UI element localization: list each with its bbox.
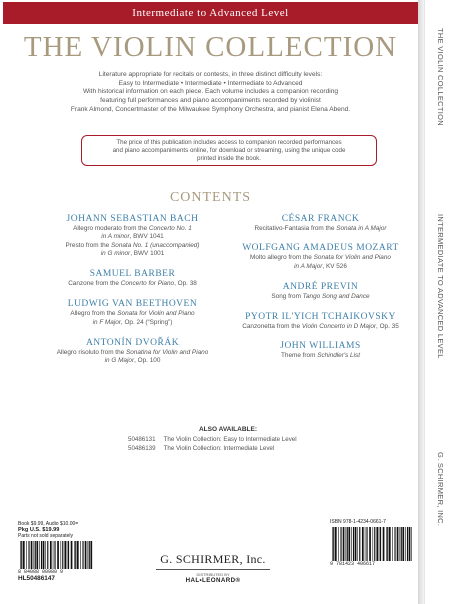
piece-line	[233, 323, 408, 331]
level-band: Intermediate to Advanced Level	[3, 2, 418, 24]
composer-name: JOHANN SEBASTIAN BACH	[66, 214, 199, 224]
barcode-bar	[45, 541, 46, 569]
also-item-title: The Violin Collection: Easy to Intermediate Level	[163, 436, 297, 443]
piece-line	[45, 349, 220, 357]
piece-text: Allegro risoluto from the	[56, 349, 126, 357]
collection-title: THE VIOLIN COLLECTION	[23, 31, 398, 63]
isbn-label: ISBN 978-1-4234-0661-7	[330, 519, 386, 525]
barcode-bar	[31, 541, 33, 569]
contents-entry	[233, 213, 408, 233]
barcode-bar	[397, 527, 399, 561]
piece-line	[45, 250, 220, 258]
also-item	[128, 445, 328, 454]
piece-title: Concerto No. 1	[148, 225, 192, 232]
barcode-bar	[61, 541, 62, 569]
barcode-bar	[75, 541, 76, 569]
barcode-bar	[80, 541, 81, 569]
piece-text: , Op. 24 (“Spring”)	[120, 318, 173, 326]
barcode-bar	[23, 541, 25, 569]
notice-line: The price of this publication includes access to companion recorded performances	[116, 139, 342, 146]
contents-entry	[45, 298, 220, 327]
piece-text: Allegro moderato from the	[73, 225, 149, 232]
intro-line: Frank Almond, Concertmaster of the Milwaukee Symphony Orchestra, and pianist Elena Abend.	[70, 105, 351, 113]
piece-title: Schindler's List	[317, 352, 360, 360]
piece-text: , BWV 1001	[130, 249, 165, 257]
spine-publisher: G. SCHIRMER, INC.	[436, 452, 445, 527]
piece-text: , BWV 1041	[129, 233, 164, 241]
barcode-bar	[90, 541, 92, 569]
isbn-digits: 9 781423 406617	[330, 561, 376, 567]
barcode-bar	[405, 527, 406, 561]
piece-line	[45, 319, 220, 327]
barcode-bar	[54, 541, 55, 569]
piece-title: Sonata for Violin and Piano	[117, 310, 195, 318]
piece-title: Violin Concerto in D Major	[301, 323, 377, 331]
upc-barcode	[18, 541, 96, 569]
barcode-bar	[71, 541, 73, 569]
barcode-bar	[409, 527, 411, 561]
piece-title: in G Major	[104, 357, 135, 365]
barcode-bar	[392, 527, 393, 561]
piece-text: , Op. 38	[174, 280, 197, 288]
barcode-bar	[50, 541, 52, 569]
barcode-bar	[387, 527, 388, 561]
piece-line	[45, 225, 220, 233]
barcode-bar	[333, 527, 334, 561]
barcode-bar	[346, 527, 347, 561]
barcode-bar	[47, 541, 48, 569]
back-cover	[3, 2, 418, 600]
contents-entry	[45, 213, 220, 258]
isbn-block	[330, 519, 418, 567]
contents-right-column	[233, 213, 408, 361]
barcode-bar	[351, 527, 352, 561]
piece-line	[45, 233, 220, 241]
barcode-bar	[74, 541, 75, 569]
composer-name: LUDWIG VAN BEETHOVEN	[67, 299, 198, 310]
notice-line: printed inside the book.	[197, 155, 261, 163]
piece-text: , KV 526	[322, 262, 347, 270]
barcode-bar	[376, 527, 378, 561]
barcode-bar	[28, 541, 29, 569]
piece-line	[45, 280, 220, 288]
barcode-bar	[41, 541, 42, 569]
barcode-bar	[82, 541, 83, 569]
barcode-bar	[394, 527, 395, 561]
piece-text: Allegro from the	[70, 310, 118, 318]
intro-line: Easy to Intermediate • Intermediate • Intermediate to Advanced	[118, 79, 303, 87]
barcode-bar	[26, 541, 27, 569]
barcode-bar	[85, 541, 87, 569]
barcode-bar	[355, 527, 357, 561]
spine-title: THE VIOLIN COLLECTION	[436, 28, 445, 126]
barcode-bar	[34, 541, 35, 569]
piece-title: Sonata for Violin and Piano	[313, 254, 391, 262]
also-available-heading: ALSO AVAILABLE:	[198, 426, 257, 433]
intro-line: Literature appropriate for recitals or contests, in three distinct difficulty levels:	[98, 71, 323, 78]
barcode-bar	[67, 541, 68, 569]
barcode-bar	[68, 541, 69, 569]
notice-line: and piano accompaniments online, for download or streaming, using the unique code	[112, 147, 346, 155]
piece-text: Recitativo-Fantasia from the	[254, 225, 337, 232]
piece-title: Concerto for Piano	[120, 280, 175, 288]
barcode-bar	[362, 527, 364, 561]
publisher-name: G. SCHIRMER, Inc.	[160, 552, 266, 566]
price-line: Book $9.99, Audio $10.00=	[18, 521, 79, 527]
barcode-bar	[407, 527, 408, 561]
barcode-bar	[57, 541, 59, 569]
barcode-bar	[373, 527, 374, 561]
contents-entry	[233, 281, 408, 301]
piece-title: in A Major	[294, 262, 323, 270]
barcode-bar	[366, 527, 367, 561]
barcode-bar	[35, 541, 36, 569]
barcode-bar	[357, 527, 358, 561]
piece-title: in F Major	[92, 318, 121, 326]
composer-name: SAMUEL BARBER	[89, 269, 176, 280]
barcode-bar	[402, 527, 404, 561]
barcode-bar	[77, 541, 79, 569]
distributor-label: DISTRIBUTED BY	[196, 571, 230, 577]
contents-entry	[233, 242, 408, 271]
piece-text: Song from	[271, 292, 303, 300]
price-note: Parts not sold separately	[18, 533, 74, 539]
online-audio-notice	[81, 135, 377, 166]
piece-text: , Op. 100	[134, 357, 161, 365]
intro-line: With historical information on each piece. Each volume includes a companion recording	[82, 88, 339, 96]
piece-text: Molto allegro from the	[250, 254, 314, 262]
barcode-bar	[43, 541, 45, 569]
intro-line: featuring full performances and piano accompaniments recorded by violinist	[100, 97, 321, 105]
piece-title: Sonata No. 1 (unaccompanied)	[111, 241, 200, 249]
piece-line	[233, 293, 408, 301]
barcode-bar	[36, 541, 38, 569]
contents-entry	[233, 340, 408, 360]
barcode-bar	[39, 541, 40, 569]
also-item-number: 50486139	[128, 444, 156, 452]
barcode-bar	[53, 541, 54, 569]
barcode-bar	[335, 527, 337, 561]
also-item-number: 50486131	[128, 436, 156, 443]
barcode-bar	[89, 541, 90, 569]
piece-text: Presto from the	[65, 241, 111, 249]
piece-text: Theme from	[280, 352, 318, 360]
piece-line	[233, 352, 408, 360]
barcode-bar	[401, 527, 402, 561]
piece-text: Canzone from the	[68, 280, 121, 288]
barcode-bar	[353, 527, 354, 561]
composer-name: WOLFGANG AMADEUS MOZART	[242, 243, 399, 254]
contents-entry	[45, 268, 220, 288]
hal-leonard-logo: HAL•LEONARD®	[185, 576, 241, 584]
contents-entry	[233, 311, 408, 331]
barcode-bar	[21, 541, 22, 569]
piece-line	[45, 242, 220, 250]
also-item-title: The Violin Collection: Intermediate Level	[163, 444, 275, 452]
barcode-bar	[369, 527, 371, 561]
barcode-bar	[338, 527, 339, 561]
barcode-bar	[62, 541, 63, 569]
also-item	[128, 436, 328, 445]
barcode-bar	[332, 527, 333, 561]
composer-name: JOHN WILLIAMS	[280, 341, 361, 352]
price-block	[18, 521, 98, 582]
composer-name: PYOTR IL'YICH TCHAIKOVSKY	[245, 312, 396, 323]
barcode-bar	[383, 527, 385, 561]
piece-line	[45, 357, 220, 365]
composer-name: ANDRÉ PREVIN	[282, 281, 359, 292]
contents-heading: CONTENTS	[169, 190, 252, 205]
barcode-bar	[348, 527, 350, 561]
barcode-bar	[389, 527, 391, 561]
barcode-bar	[374, 527, 375, 561]
piece-line	[45, 310, 220, 318]
composer-name: ANTONÍN DVOŘÁK	[85, 338, 180, 349]
barcode-bar	[64, 541, 66, 569]
barcode-bar	[340, 527, 341, 561]
barcode-bar	[343, 527, 345, 561]
piece-text: Canzonetta from the	[242, 323, 302, 331]
isbn-barcode	[330, 527, 416, 561]
piece-title: Sonata in A Major	[336, 225, 387, 232]
composer-name: CÉSAR FRANCK	[281, 214, 360, 224]
barcode-bar	[347, 527, 348, 561]
intro-text	[63, 71, 358, 115]
publisher-rule	[156, 569, 270, 570]
barcode-bar	[365, 527, 366, 561]
barcode-bar	[359, 527, 360, 561]
piece-title: Sonatina for Violin and Piano	[125, 349, 209, 357]
barcode-bar	[400, 527, 401, 561]
piece-title: in A minor	[101, 233, 130, 241]
piece-line	[233, 225, 408, 233]
barcode-bar	[379, 527, 380, 561]
piece-line	[233, 254, 408, 262]
publisher-logo	[148, 552, 278, 584]
barcode-bar	[411, 527, 412, 561]
piece-title: in G minor	[100, 249, 131, 257]
barcode-bar	[20, 541, 21, 569]
also-available	[128, 426, 328, 453]
piece-text: , Op. 35	[376, 323, 399, 331]
piece-line	[233, 263, 408, 271]
spine-level: INTERMEDIATE TO ADVANCED LEVEL	[436, 214, 445, 359]
price-package: Pkg U.S. $19.99	[18, 527, 60, 533]
piece-title: Tango Song and Dance	[302, 292, 370, 300]
book-spine	[424, 0, 454, 604]
barcode-bar	[88, 541, 89, 569]
barcode-bar	[380, 527, 381, 561]
contents-left-column	[45, 213, 220, 366]
upc-digits: 8 84088 00980 9	[18, 569, 64, 575]
product-code: HL50486147	[18, 575, 55, 582]
contents-entry	[45, 337, 220, 366]
barcode-bar	[386, 527, 387, 561]
